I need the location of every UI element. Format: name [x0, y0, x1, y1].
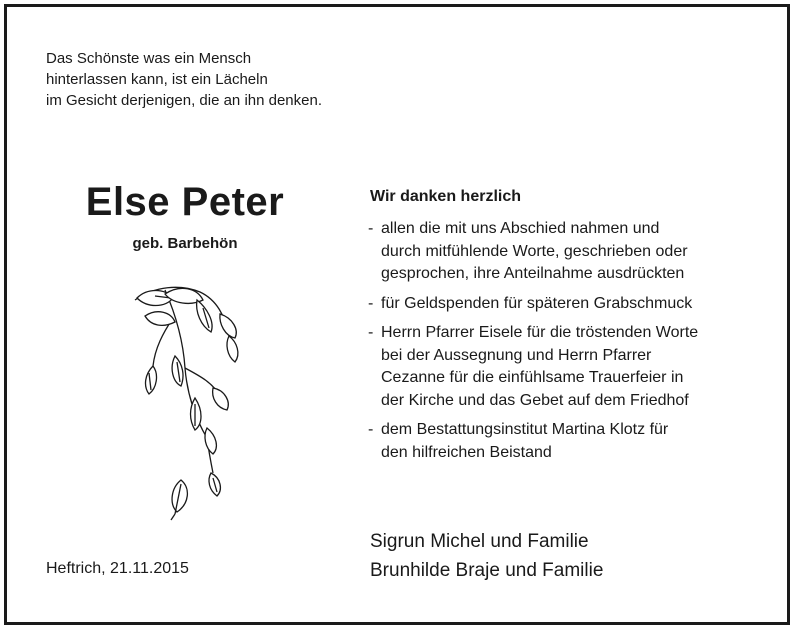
list-dash: -: [368, 294, 374, 312]
list-item-line: für Geldspenden für späteren Grabschmuck: [381, 294, 693, 312]
deceased-name: Else Peter: [85, 180, 285, 224]
list-item: [368, 218, 768, 286]
signature-line: Brunhilde Braje und Familie: [370, 560, 604, 581]
list-item-line: bei der Aussegnung und Herrn Pfarrer: [381, 346, 652, 364]
list-item-line: Herrn Pfarrer Eisele für die tröstenden Worte: [381, 324, 699, 341]
quote-line: hinterlassen kann, ist ein Lächeln: [46, 71, 268, 88]
birth-name: geb. Barbehön: [132, 235, 238, 252]
signatures: [370, 527, 603, 585]
list-dash: -: [368, 220, 374, 237]
list-item-line: dem Bestattungsinstitut Martina Klotz für: [381, 421, 669, 438]
list-item-line: Cezanne für die einfühlsame Trauerfeier in: [381, 369, 684, 386]
list-item-line: den hilfreichen Beistand: [381, 443, 552, 461]
list-item-line: gesprochen, ihre Anteilnahme ausdrückten: [381, 265, 685, 282]
thanks-heading: Wir danken herzlich: [370, 188, 521, 205]
list-dash: -: [368, 421, 374, 438]
list-item-line: allen die mit uns Abschied nahmen und: [381, 220, 660, 237]
quote-line: Das Schönste was ein Mensch: [46, 50, 252, 67]
list-item-line: durch mitfühlende Worte, geschrieben oder: [381, 242, 688, 260]
signature-line: Sigrun Michel und Familie: [370, 531, 589, 552]
place-date: Heftrich, 21.11.2015: [46, 560, 189, 577]
thanks-list: [368, 218, 768, 471]
list-item: [368, 293, 768, 316]
list-item-line: der Kirche und das Gebet auf dem Friedhof: [381, 391, 689, 409]
list-item: [368, 322, 768, 412]
list-dash: -: [368, 324, 374, 341]
quote-line: im Gesicht derjenigen, die an ihn denken.: [46, 92, 323, 109]
birch-branch-icon: [125, 278, 245, 523]
list-item: [368, 419, 768, 464]
memorial-quote: [46, 48, 322, 111]
